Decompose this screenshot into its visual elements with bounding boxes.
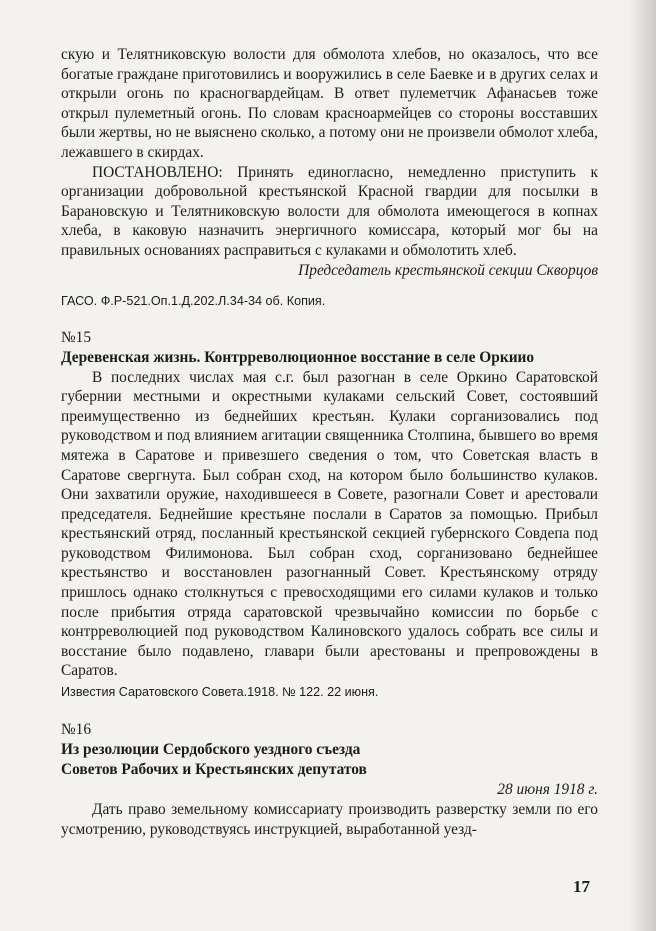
document-title-16-line2: Советов Рабочих и Крестьянских депутатов <box>61 761 367 779</box>
source-citation-newspaper: Известия Саратовского Совета.1918. № 122. 22 июня. <box>61 685 379 700</box>
document-15 <box>61 328 598 702</box>
text-column <box>61 45 598 839</box>
document-16 <box>61 720 598 839</box>
document-body-15: В последних числах мая с.г. был разогнан в селе Оркино Саратовской губернии местными и окрестными кулаками сельский Совет, состоявший преимущественно из беднейших крестьян. Кулаки сорганизовались под руководством и под влиянием агитации священника Столпина, бывшего во время мятежа в Саратове и привезшего сведения о том, что Советская власть в Саратове свергнута. Был собран сход, на котором было большинство кулаков. Они захватили оружие, находившееся в Совете, разогнали Совет и арестовали председателя. Беднейшие крестьяне послали в Саратов за помощью. Прибыл крестьянский отряд, посланный крестьянской секцией губернского Совдепа под руководством Филимонова. Был собран сход, сорганизовано беднейшее крестьянство и восстановлен разогнанный Совет. Крестьянскому отряду пришлось однако столкнуться с превосходящими его силами кулаков и только после прибытия отряда саратовской чрезвычайно комиссии по борьбе с контрреволюцией под руководством Калиновского удалось собрать все силы и восстание было подавлено, главари были арестованы и препровождены в Саратов. <box>61 368 598 680</box>
document-number-16: №16 <box>61 721 92 739</box>
document-number-15: №15 <box>61 328 92 346</box>
paragraph-continuation: скую и Телятниковскую волости для обмолота хлебов, но оказалось, что все богатые граждане приготовились и вооружились в селе Баевке и в других селах и открыли огонь по красногвардейцам. В ответ пулеметчик Афанасьев тоже открыл пулеметный огонь. По словам красноармейцев со стороны восставших были жертвы, но не выяснено сколько, а потому они не произвели обмолот хлеба, лежавшего в скирдах. <box>61 46 598 161</box>
signature-line: Председатель крестьянской секции Скворцов <box>298 261 598 279</box>
page-number: 17 <box>573 877 590 896</box>
document-body-16: Дать право земельному комиссариату производить разверстку земли по его усмотрению, руководствуясь инструкцией, выработанной уезд- <box>61 801 598 838</box>
document-title-16-line1: Из резолюции Сердобского уездного съезда <box>61 741 361 759</box>
document-date-16: 28 июня 1918 г. <box>497 781 598 799</box>
paragraph-resolution: ПОСТАНОВЛЕНО: Принять единогласно, немедленно приступить к организации добровольной крестьянской Красной гвардии для посылки в Барановскую и Телятниковскую волости для обмолота имеющегося в копнах хлеба, в каковую назначить энергичного комиссара, который мог бы на правильных основаниях расправиться с кулаками и обмолотить хлеб. <box>61 163 598 259</box>
page-edge-shadow <box>628 0 656 931</box>
document-title-15: Деревенская жизнь. Контрреволюционное восстание в селе Оркиио <box>61 348 535 366</box>
source-citation-archive: ГАСО. Ф.Р-521.Оп.1.Д.202.Л.34-34 об. Копия. <box>61 293 326 308</box>
